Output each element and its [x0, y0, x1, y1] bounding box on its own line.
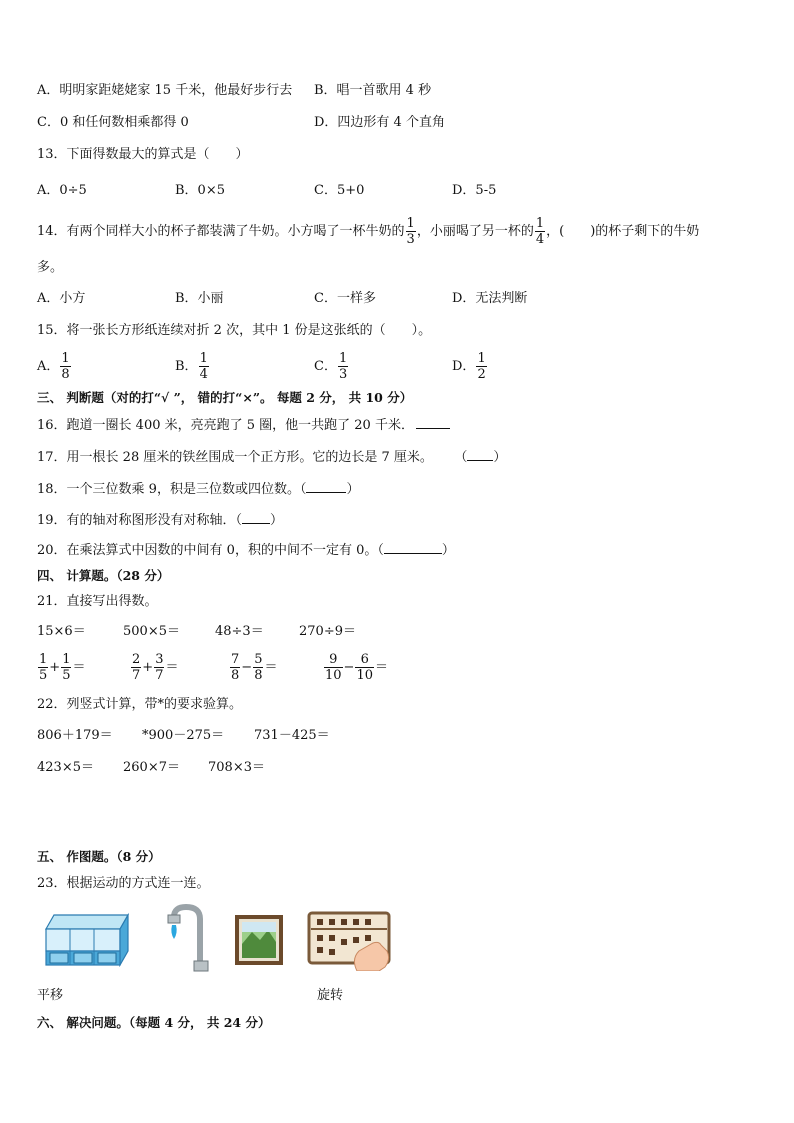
q14-option-c: C．一样多	[314, 291, 376, 306]
numerator: 1	[39, 652, 48, 667]
fraction	[230, 652, 240, 683]
q13-option-a: A．0÷5	[37, 183, 87, 198]
equals: ＝	[375, 660, 389, 675]
q21-expr-1: 15×6＝	[37, 624, 86, 639]
denominator: 10	[325, 668, 342, 683]
q13-option-b: B．0×5	[175, 183, 225, 198]
q15-option-a-letter: A．	[37, 359, 60, 374]
section-3-title: 三、 判断题（对的打“√ ”， 错的打“×”。 每题 2 分， 共 10 分）	[37, 390, 413, 405]
q14-stem	[37, 215, 699, 249]
fraction	[355, 652, 374, 683]
operator: −	[241, 660, 253, 675]
q21-fraction-expr-3	[229, 650, 277, 686]
q14-option-d: D．无法判断	[452, 291, 528, 306]
q15-option-d-fraction	[476, 351, 486, 382]
section-5-title: 五、 作图题。（8 分）	[37, 849, 161, 864]
q14-fraction-2-denominator: 4	[535, 232, 545, 247]
q15-stem: 15．将一张长方形纸连续对折 2 次，其中 1 份是这张纸的（ ）。	[37, 323, 432, 338]
numerator: 9	[324, 652, 343, 668]
equals: ＝	[165, 660, 179, 675]
denominator: 5	[39, 668, 48, 683]
q21-stem: 21．直接写出得数。	[37, 594, 158, 609]
q16-stem: 16．跑道一圈长 400 米，亮亮跑了 5 圈，他一共跑了 20 千米．	[37, 418, 414, 433]
numerator: 2	[132, 652, 141, 667]
numerator: 6	[355, 652, 374, 668]
q21-expr-2: 500×5＝	[123, 624, 180, 639]
q22-expr-2: *900－275＝	[142, 728, 225, 743]
q15-option-a-fraction	[60, 351, 70, 382]
q14-fraction-2	[535, 216, 545, 247]
fraction	[154, 652, 164, 683]
q14-fraction-1-denominator: 3	[406, 232, 415, 247]
q14-stem-continuation: 多。	[37, 260, 64, 275]
numerator: 1	[477, 351, 486, 366]
operator: +	[142, 660, 154, 675]
operator: −	[343, 660, 355, 675]
numerator: 1	[199, 351, 208, 366]
label-translation: 平移	[37, 988, 64, 1003]
q16-answer-blank[interactable]	[416, 416, 450, 429]
q21-expr-3: 48÷3＝	[215, 624, 264, 639]
q20-text	[37, 541, 455, 559]
q18-answer-blank[interactable]	[306, 480, 346, 493]
fraction	[61, 652, 71, 683]
display-cabinet-sliding-doors-icon[interactable]	[42, 911, 130, 967]
q23-stem: 23．根据运动的方式连一连。	[37, 876, 210, 891]
denominator: 8	[254, 668, 263, 683]
q20-paren-close: ）	[441, 543, 455, 558]
q15-option-b	[175, 350, 210, 384]
q12-option-a: A．明明家距姥姥家 15 千米，他最好步行去	[37, 83, 293, 98]
q17-paren-open: （	[460, 450, 468, 465]
q22-expr-6: 708×3＝	[208, 760, 265, 775]
numerator: 1	[338, 351, 348, 366]
section-4-title: 四、 计算题。（28 分）	[37, 568, 170, 583]
q12-option-d: D．四边形有 4 个直角	[314, 115, 445, 130]
denominator: 7	[132, 668, 141, 683]
fraction	[253, 652, 263, 683]
denominator: 2	[477, 367, 486, 382]
faucet-icon[interactable]	[162, 903, 218, 975]
q22-expr-4: 423×5＝	[37, 760, 94, 775]
numerator: 1	[61, 351, 70, 366]
q18-paren-close: ）	[346, 482, 360, 497]
denominator: 4	[199, 367, 208, 382]
q14-option-a: A．小方	[37, 291, 86, 306]
q20-answer-blank[interactable]	[384, 541, 442, 554]
q12-option-b: B．唱一首歌用 4 秒	[314, 83, 432, 98]
q19-stem: 19．有的轴对称图形没有对称轴．（	[37, 513, 243, 528]
numerator: 3	[155, 652, 164, 667]
q17-stem: 17．用一根长 28 厘米的铁丝围成一个正方形。它的边长是 7 厘米。	[37, 450, 433, 465]
denominator: 8	[61, 367, 70, 382]
q15-option-b-fraction	[199, 351, 209, 382]
q18-text	[37, 480, 359, 498]
denominator: 10	[356, 668, 373, 683]
q21-expr-4: 270÷9＝	[299, 624, 356, 639]
q15-option-b-letter: B．	[175, 359, 198, 374]
fraction	[38, 652, 48, 683]
q19-paren-close: ）	[270, 513, 284, 528]
q14-fraction-2-numerator: 1	[535, 216, 545, 231]
q22-expr-1: 806＋179＝	[37, 728, 113, 743]
q17-answer-blank[interactable]	[467, 448, 493, 461]
q17-text	[37, 448, 506, 466]
q15-option-c-letter: C．	[314, 359, 337, 374]
abacus-icon[interactable]	[307, 911, 391, 971]
q14-fraction-1-numerator: 1	[406, 216, 415, 231]
q15-option-c-fraction	[338, 351, 348, 382]
q21-fraction-expr-4	[323, 650, 388, 686]
q14-option-b: B．小丽	[175, 291, 224, 306]
q15-option-a	[37, 350, 72, 384]
q19-answer-blank[interactable]	[242, 511, 270, 524]
q18-stem: 18．一个三位数乘 9，积是三位数或四位数。（	[37, 482, 307, 497]
denominator: 7	[155, 668, 164, 683]
q22-expr-5: 260×7＝	[123, 760, 180, 775]
q14-stem-part2: ，小丽喝了另一杯的	[416, 224, 534, 239]
q22-expr-3: 731－425＝	[254, 728, 330, 743]
fraction	[131, 652, 141, 683]
q13-option-d: D．5-5	[452, 183, 497, 198]
equals: ＝	[72, 660, 86, 675]
numerator: 1	[62, 652, 71, 667]
denominator: 5	[62, 668, 71, 683]
numerator: 5	[254, 652, 263, 667]
q15-option-d-letter: D．	[452, 359, 476, 374]
q16-text	[37, 416, 450, 434]
numerator: 7	[231, 652, 240, 667]
q20-stem: 20．在乘法算式中因数的中间有 0，积的中间不一定有 0。（	[37, 543, 384, 558]
q19-text	[37, 511, 283, 529]
q17-paren-close: ）	[493, 450, 507, 465]
q12-option-c: C．0 和任何数相乘都得 0	[37, 115, 189, 130]
operator: +	[49, 660, 61, 675]
q14-fraction-1	[406, 216, 416, 247]
section-6-title: 六、 解决问题。（每题 4 分， 共 24 分）	[37, 1015, 271, 1030]
denominator: 8	[231, 668, 240, 683]
label-rotation: 旋转	[317, 988, 344, 1003]
equals: ＝	[264, 660, 278, 675]
q13-option-c: C．5+0	[314, 183, 365, 198]
q14-stem-part3: ，( )的杯子剩下的牛奶	[546, 224, 700, 239]
q14-stem-part1: 14．有两个同样大小的杯子都装满了牛奶。小方喝了一杯牛奶的	[37, 224, 405, 239]
q21-fraction-expr-1	[37, 650, 85, 686]
framed-picture-icon[interactable]	[234, 914, 284, 966]
fraction	[324, 652, 343, 683]
denominator: 3	[338, 367, 348, 382]
q13-stem: 13．下面得数最大的算式是（ ）	[37, 147, 249, 162]
q15-option-c	[314, 350, 349, 384]
q15-option-d	[452, 350, 488, 384]
q21-fraction-expr-2	[130, 650, 178, 686]
q22-stem: 22．列竖式计算，带*的要求验算。	[37, 697, 243, 712]
